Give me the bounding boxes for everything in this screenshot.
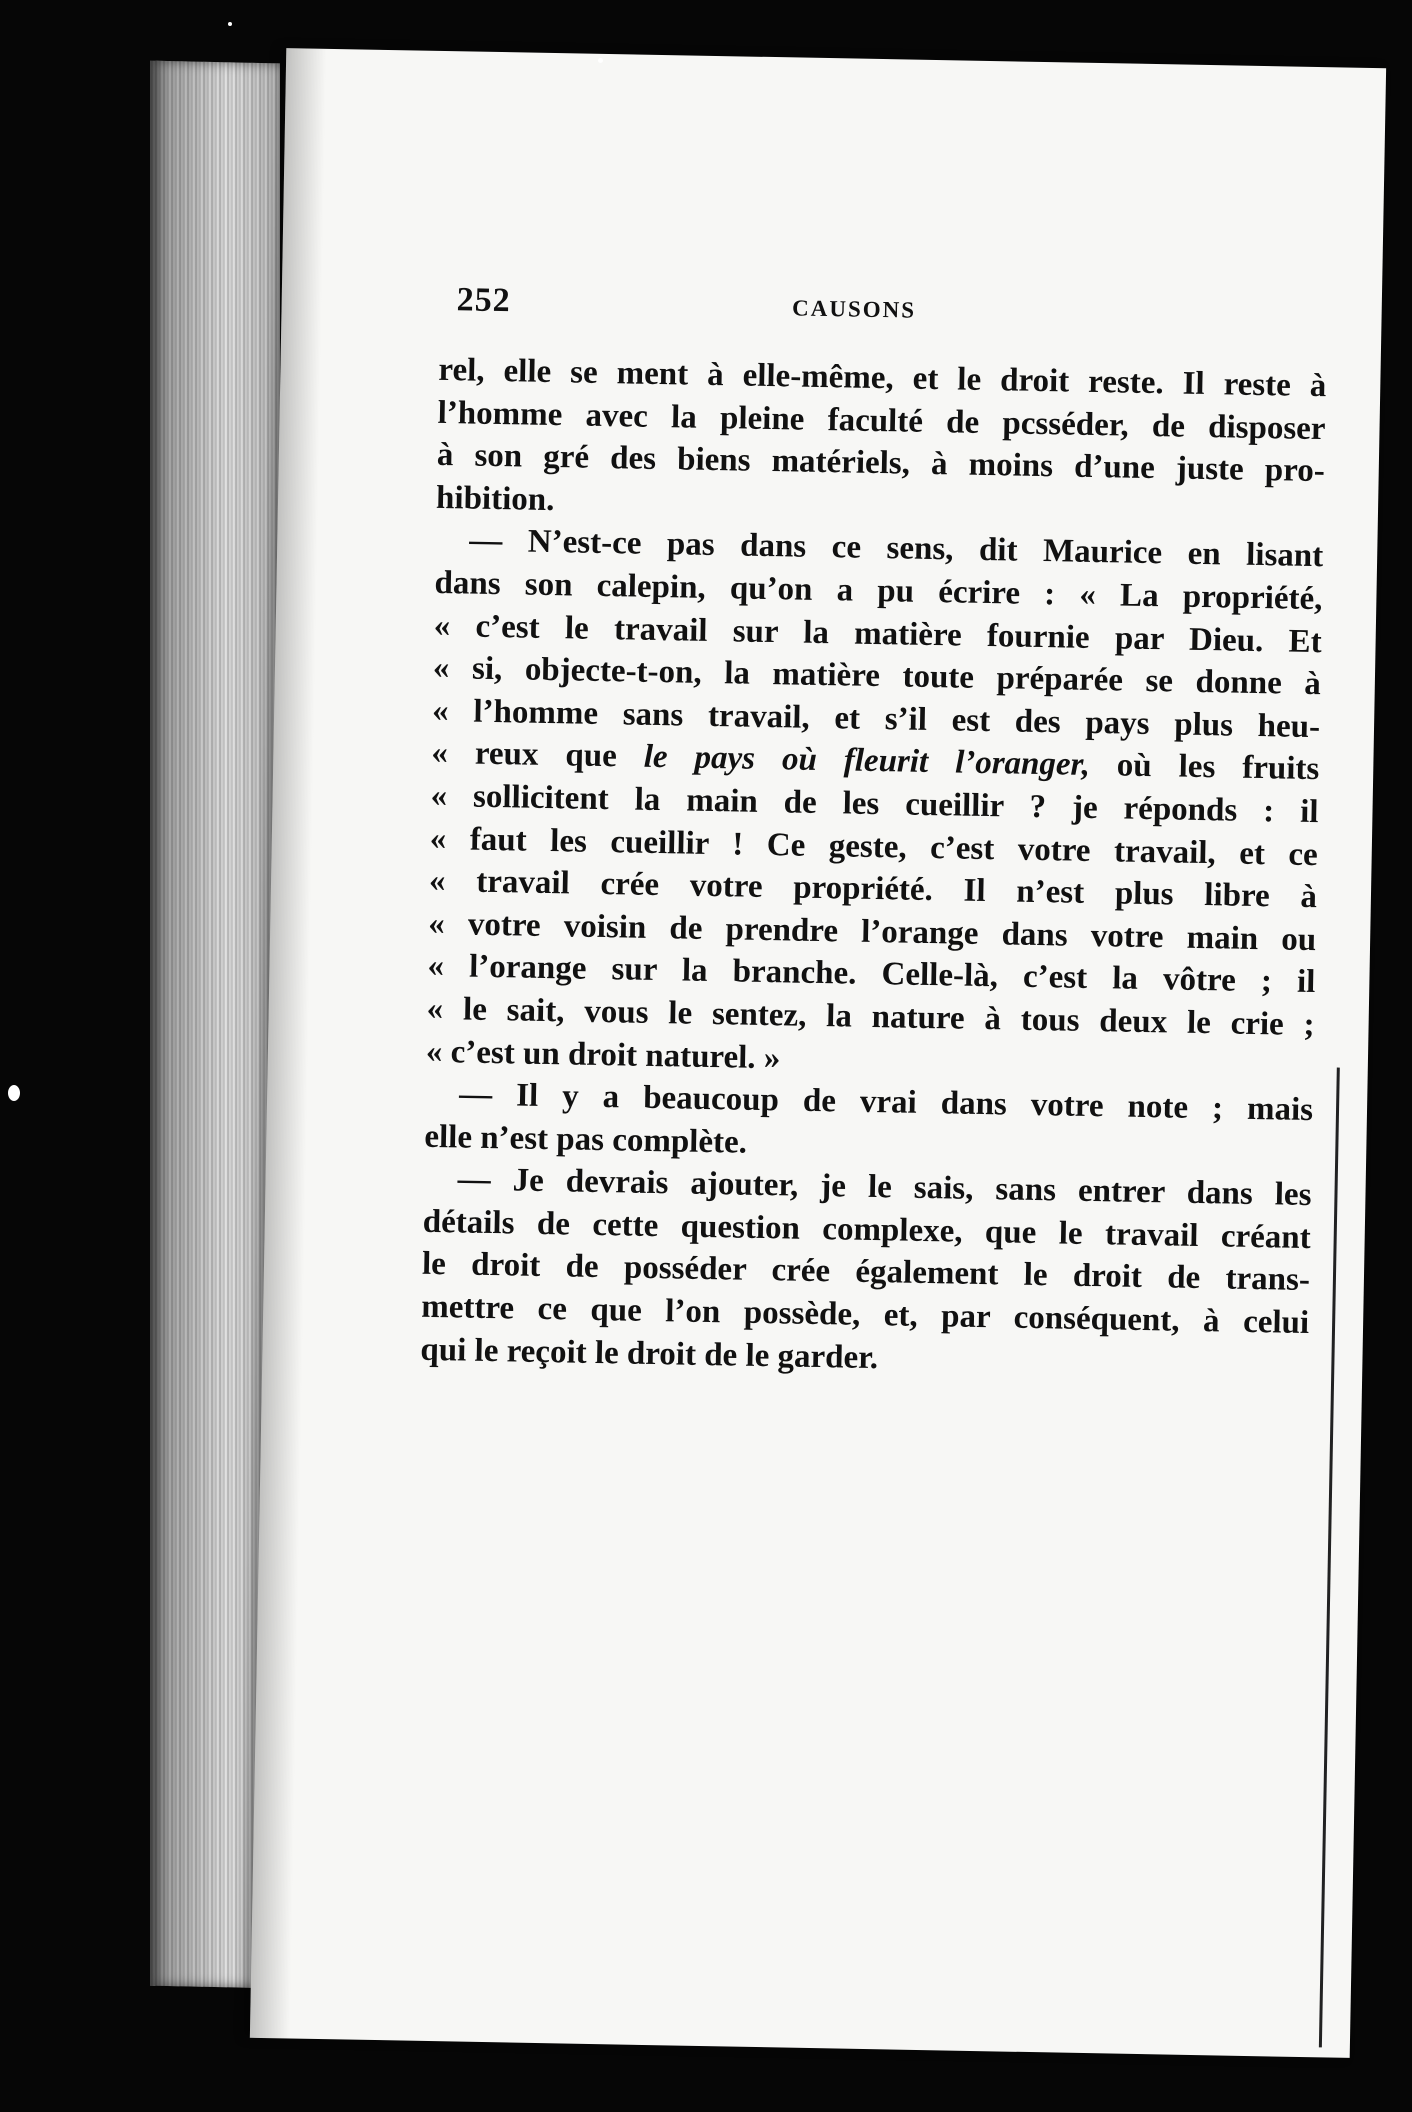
text-line: « votre voisin de prendre l’orange dans votre main ou: [427, 905, 1317, 958]
text-line: « c’est le travail sur la matière fournie par Dieu. Et: [433, 607, 1322, 660]
text-line: dans son calepin, qu’on a pu écrire : « La propriété,: [434, 564, 1323, 618]
text-line: « c’est un droit naturel. »: [425, 1033, 781, 1076]
italic-quote: le pays où fleurit l’oranger,: [643, 739, 1091, 784]
text-line: détails de cette question complexe, que le travail créant: [422, 1203, 1312, 1256]
text-line: qui le reçoit le droit de le garder.: [420, 1331, 879, 1376]
text-line: à son gré des biens matériels, à moins d’une juste pro-: [436, 437, 1326, 490]
paragraph-2: [426, 519, 1324, 1089]
text-line: le droit de posséder crée également le droit de trans-: [421, 1246, 1311, 1299]
body-text: [420, 349, 1327, 1387]
text-line: « si, objecte-t-on, la matière toute préparée se donne à: [432, 650, 1322, 703]
paragraph-4: [420, 1158, 1312, 1387]
text-line: « sollicitent la main de les cueillir ? je réponds : il: [430, 777, 1319, 831]
book-page: [250, 48, 1386, 2058]
paragraph-3: [424, 1073, 1313, 1174]
text-run: « reux que: [431, 735, 645, 776]
text-line: « faut les cueillir ! Ce geste, c’est votre travail, et ce: [429, 820, 1319, 873]
text-line: — Il y a beaucoup de vrai dans votre note ; mais: [458, 1076, 1314, 1129]
scan-speck: [228, 22, 232, 26]
text-line: — N’est-ce pas dans ce sens, dit Maurice en lisant: [468, 522, 1324, 575]
running-head: [456, 281, 1252, 336]
text-line: « l’orange sur la branche. Celle-là, c’est la vôtre ; il: [427, 948, 1316, 1001]
running-title: CAUSONS: [791, 295, 917, 323]
page-edge-line: [1319, 1068, 1340, 2048]
text-line: — Je devrais ajouter, je le sais, sans entrer dans les: [457, 1161, 1312, 1214]
paragraph-1: [436, 349, 1327, 536]
text-line: rel, elle se ment à elle-même, et le droit reste. Il reste à: [438, 351, 1327, 405]
page-number: 252: [456, 281, 512, 320]
text-line: mettre ce que l’on possède, et, par conséquent, à celui: [420, 1288, 1310, 1342]
text-line: « l’homme sans travail, et s’il est des pays plus heu-: [431, 692, 1321, 745]
text-line: elle n’est pas complète.: [424, 1118, 748, 1161]
text-line: hibition.: [435, 479, 555, 518]
text-line: « travail crée votre propriété. Il n’est plus libre à: [428, 862, 1318, 916]
scan-speck: [598, 58, 603, 63]
scan-speck: [8, 1085, 20, 1101]
text-line: l’homme avec la pleine faculté de pcsséder, de disposer: [437, 394, 1326, 447]
text-line: « le sait, vous le sentez, la nature à tous deux le crie ;: [426, 990, 1315, 1043]
text-run: où les fruits: [1089, 747, 1320, 788]
